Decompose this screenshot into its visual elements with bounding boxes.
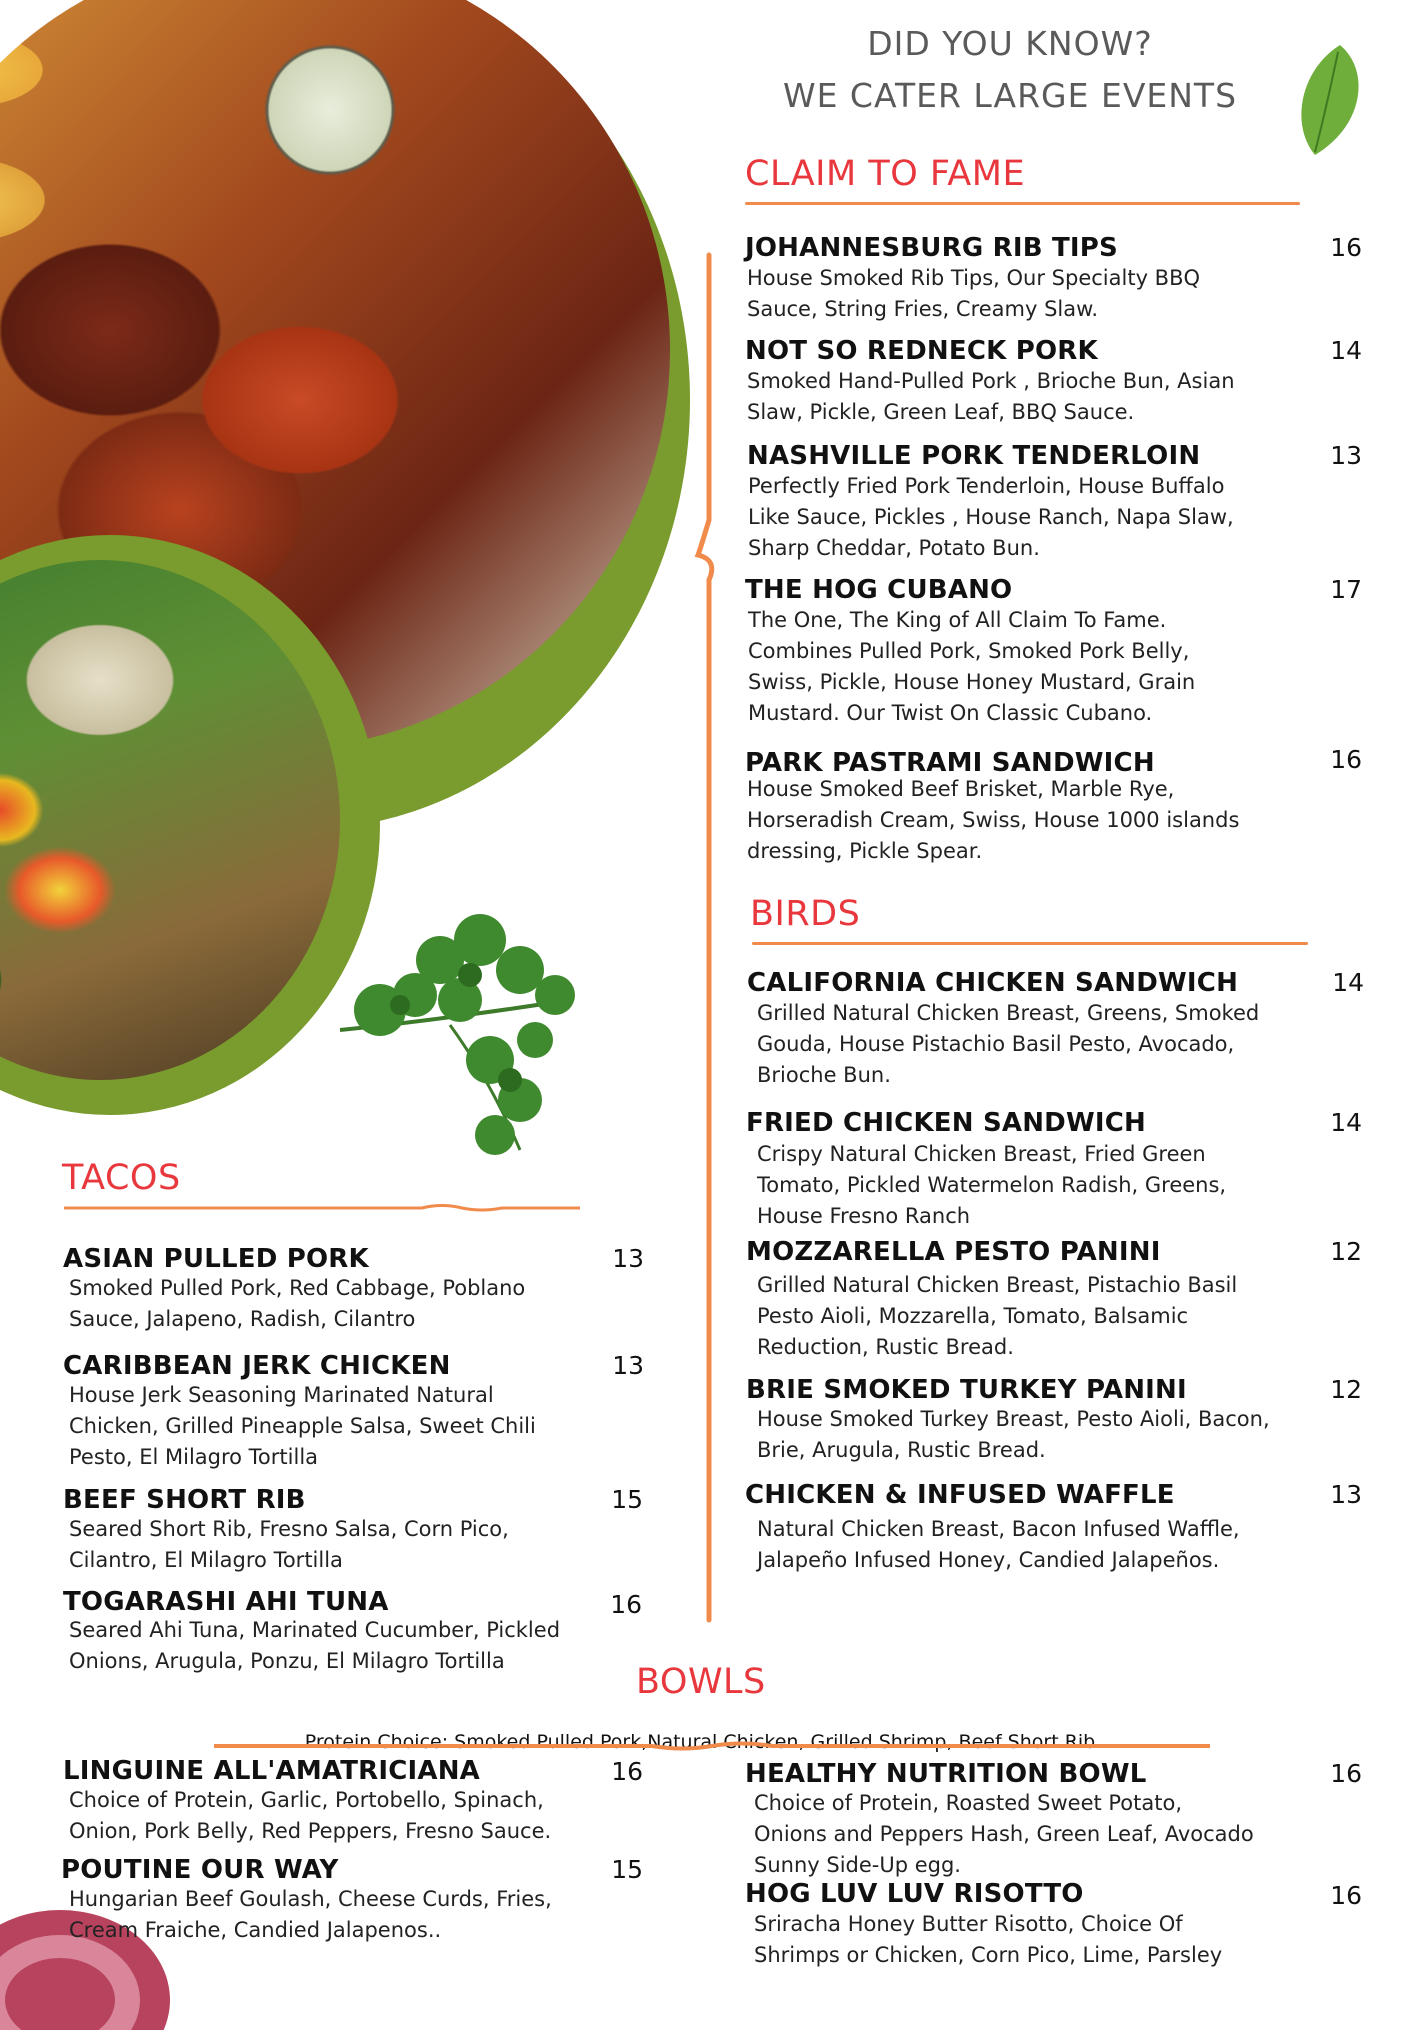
section-title-birds: BIRDS [750,894,861,934]
description-line: Jalapeño Infused Honey, Candied Jalapeños. [757,1548,1220,1572]
description-line: Pesto, El Milagro Tortilla [69,1445,319,1469]
section-title-tacos: TACOS [62,1158,181,1198]
item-description [757,1404,1270,1466]
item-name: HEALTHY NUTRITION BOWL [745,1759,1147,1789]
item-name: BEEF SHORT RIB [63,1485,306,1515]
description-line: Horseradish Cream, Swiss, House 1000 islands [747,808,1240,832]
description-line: Smoked Hand-Pulled Pork , Brioche Bun, Asian [747,369,1235,393]
item-price: 16 [1330,1759,1362,1788]
item-description [69,1785,551,1847]
item-name: CALIFORNIA CHICKEN SANDWICH [747,968,1239,998]
description-line: Brioche Bun. [757,1063,891,1087]
item-description [69,1514,509,1576]
item-name: PARK PASTRAMI SANDWICH [745,748,1155,778]
description-line: Seared Ahi Tuna, Marinated Cucumber, Pickled [69,1618,561,1642]
promo-line-2: WE CATER LARGE EVENTS [782,76,1238,115]
item-description [748,605,1195,729]
item-name: ASIAN PULLED PORK [63,1244,369,1274]
description-line: Shrimps or Chicken, Corn Pico, Lime, Parsley [754,1943,1223,1967]
description-line: Onion, Pork Belly, Red Peppers, Fresno Sauce. [69,1819,552,1843]
item-description [69,1884,552,1946]
description-line: Crispy Natural Chicken Breast, Fried Green [757,1142,1206,1166]
description-line: Choice of Protein, Garlic, Portobello, Spinach, [69,1788,544,1812]
description-line: House Smoked Beef Brisket, Marble Rye, [747,777,1175,801]
description-line: Tomato, Pickled Watermelon Radish, Greens, [757,1173,1227,1197]
item-description [757,1270,1237,1363]
section-rule [62,1201,582,1215]
section-rule [752,942,1308,945]
description-line: Smoked Pulled Pork, Red Cabbage, Poblano [69,1276,526,1300]
item-price: 16 [610,1590,642,1619]
item-price: 12 [1330,1375,1362,1404]
description-line: Seared Short Rib, Fresno Salsa, Corn Pico, [69,1517,509,1541]
description-line: Perfectly Fried Pork Tenderloin, House Buffalo [748,474,1225,498]
item-description [69,1380,536,1473]
catering-promo [700,18,1320,122]
item-name: LINGUINE ALL'AMATRICIANA [63,1756,481,1786]
item-name: NASHVILLE PORK TENDERLOIN [747,441,1201,471]
description-line: Like Sauce, Pickles , House Ranch, Napa Slaw, [748,505,1234,529]
section-title-claim-to-fame: CLAIM TO FAME [745,154,1026,194]
description-line: dressing, Pickle Spear. [747,839,983,863]
item-name: HOG LUV LUV RISOTTO [745,1879,1084,1909]
item-price: 13 [612,1351,644,1380]
description-line: Choice of Protein, Roasted Sweet Potato, [754,1791,1183,1815]
description-line: The One, The King of All Claim To Fame. [748,608,1167,632]
item-description [757,998,1259,1091]
description-line: House Jerk Seasoning Marinated Natural [69,1383,494,1407]
description-line: Chicken, Grilled Pineapple Salsa, Sweet Chili [69,1414,536,1438]
description-line: House Smoked Turkey Breast, Pesto Aioli, Bacon, [757,1407,1270,1431]
item-name: TOGARASHI AHI TUNA [63,1587,389,1617]
item-price: 17 [1330,575,1362,604]
promo-line-1: DID YOU KNOW? [867,24,1153,63]
item-description [754,1788,1254,1881]
item-description [754,1909,1222,1971]
description-line: Mustard. Our Twist On Classic Cubano. [748,701,1153,725]
item-name: POUTINE OUR WAY [61,1855,339,1885]
description-line: Pesto Aioli, Mozzarella, Tomato, Balsamic [757,1304,1189,1328]
item-price: 13 [1330,441,1362,470]
item-description [757,1139,1226,1232]
item-price: 14 [1330,1108,1362,1137]
item-description [747,366,1235,428]
item-description [69,1615,560,1677]
description-line: House Fresno Ranch [757,1204,971,1228]
section-title-bowls: BOWLS [636,1662,766,1702]
description-line: Natural Chicken Breast, Bacon Infused Waffle, [757,1517,1240,1541]
item-description [747,263,1200,325]
item-description [748,471,1234,564]
description-line: Sriracha Honey Butter Risotto, Choice Of [754,1912,1183,1936]
item-price: 15 [611,1855,643,1884]
item-price: 15 [611,1485,643,1514]
description-line: Swiss, Pickle, House Honey Mustard, Grain [748,670,1196,694]
item-price: 16 [611,1757,643,1786]
item-name: BRIE SMOKED TURKEY PANINI [746,1375,1187,1405]
item-price: 16 [1330,233,1362,262]
description-line: Sauce, Jalapeno, Radish, Cilantro [69,1307,416,1331]
item-description [747,774,1239,867]
item-price: 13 [612,1244,644,1273]
item-price: 16 [1330,745,1362,774]
description-line: Grilled Natural Chicken Breast, Pistachio Basil [757,1273,1238,1297]
description-line: Gouda, House Pistachio Basil Pesto, Avocado, [757,1032,1235,1056]
description-line: Reduction, Rustic Bread. [757,1335,1014,1359]
item-price: 14 [1332,968,1364,997]
protein-choice-note: Protein Choice: Smoked Pulled Pork,Natural Chicken, Grilled Shrimp, Beef Short Rib [304,1731,1096,1753]
item-name: FRIED CHICKEN SANDWICH [746,1108,1146,1138]
description-line: Sharp Cheddar, Potato Bun. [748,536,1040,560]
description-line: Sauce, String Fries, Creamy Slaw. [747,297,1099,321]
item-name: NOT SO REDNECK PORK [745,336,1098,366]
cilantro-garnish-icon [320,880,600,1180]
description-line: Onions and Peppers Hash, Green Leaf, Avocado [754,1822,1254,1846]
description-line: Cilantro, El Milagro Tortilla [69,1548,343,1572]
item-name: CARIBBEAN JERK CHICKEN [63,1351,451,1381]
description-line: Brie, Arugula, Rustic Bread. [757,1438,1046,1462]
item-description [757,1514,1240,1576]
description-line: Sunny Side-Up egg. [754,1853,961,1877]
item-name: THE HOG CUBANO [745,575,1013,605]
description-line: Grilled Natural Chicken Breast, Greens, Smoked [757,1001,1260,1025]
item-price: 13 [1330,1480,1362,1509]
description-line: Hungarian Beef Goulash, Cheese Curds, Fries, [69,1887,552,1911]
item-name: CHICKEN & INFUSED WAFFLE [745,1480,1175,1510]
description-line: House Smoked Rib Tips, Our Specialty BBQ [747,266,1201,290]
description-line: Slaw, Pickle, Green Leaf, BBQ Sauce. [747,400,1135,424]
column-divider [690,250,730,1630]
item-name: MOZZARELLA PESTO PANINI [746,1237,1161,1267]
description-line: Combines Pulled Pork, Smoked Pork Belly, [748,639,1190,663]
description-line: Cream Fraiche, Candied Jalapenos.. [69,1918,442,1942]
item-description [69,1273,525,1335]
item-name: JOHANNESBURG RIB TIPS [745,233,1118,263]
description-line: Onions, Arugula, Ponzu, El Milagro Tortilla [69,1649,505,1673]
item-price: 14 [1330,336,1362,365]
item-price: 12 [1330,1237,1362,1266]
item-price: 16 [1330,1881,1362,1910]
section-rule [745,202,1300,205]
section-rule [212,1738,1212,1754]
